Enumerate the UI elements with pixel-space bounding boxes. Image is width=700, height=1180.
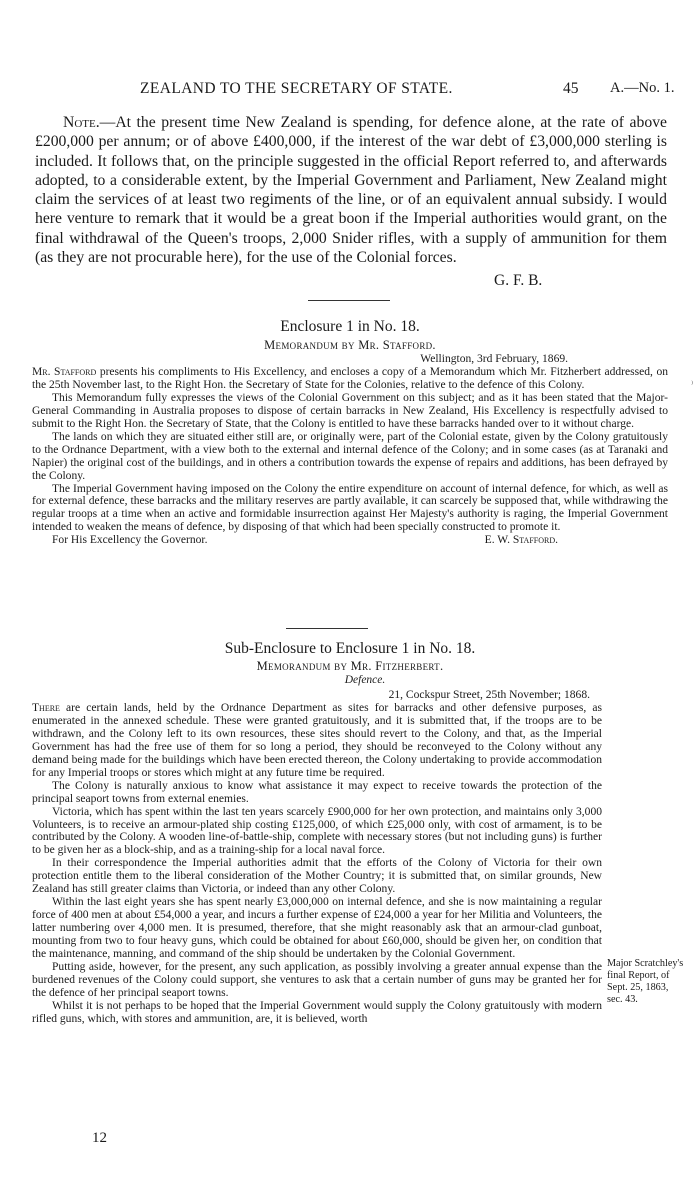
enclosure-signature: E. W. Stafford. <box>484 534 558 547</box>
sub-enclosure-paragraph: Victoria, which has spent within the last ten years scarcely £900,000 for her own protection, and maintains only 3,000 Volunteers, is to receive an armour-plated ship costing £125,000, of which £25,000 only, with cost of armament, is to be contributed by the Colony. A wooden line-of-battle-ship, complete with necessary stores (but not including guns) is further to be given her as a block-ship, and as a training-ship for a local naval force. <box>32 805 602 857</box>
sub-enclosure-paragraph: In their correspondence the Imperial authorities admit that the efforts of the Colony of Victoria for their own protection entitle them to the liberal consideration of the Mother Country; it is submitted that, on similar grounds, New Zealand has still greater claims than Victoria, or indeed than any other Colony. <box>32 857 602 896</box>
sub-enclosure-paragraph: The Colony is naturally anxious to know what assistance it may expect to receive towards the protection of the principal seaport towns from external enemies. <box>32 779 602 805</box>
note-text: —At the present time New Zealand is spending, for defence alone, at the rate of above £200,000 per annum; or of above £400,000, if the interest of the war debt of £3,000,000 sterling is included. It follows that, on the principle suggested in the official Report referred to, and afterwards adopted, to a considerable extent, by the Imperial Government and Parliament, New Zealand might claim the services of at least two regiments of the line, or of an equivalent annual subsidy. I would here venture to remark that it would be a great boon if the Imperial authorities would grant, on the final withdrawal of the Queen's troops, 2,000 Snider rifles, with a supply of ammunition for them (as they are not procurable here), for the use of the Colonial forces. <box>35 114 667 267</box>
enclosure-date: Wellington, 3rd February, 1869. <box>420 353 568 365</box>
margin-note-line: Major Scratchley's <box>607 958 684 969</box>
margin-note-line: Sept. 25, 1863, <box>607 982 669 993</box>
note-lead: Note. <box>63 114 100 131</box>
enclosure-closing: For His Excellency the Governor. <box>52 534 208 547</box>
enclosure-paragraph: The Imperial Government having imposed on the Colony the entire expenditure on account of internal defence, for which, as well as for external defence, these barracks and the military reserves are partly available, it can scarcely be supposed that, while withdrawing the regular troops at a time when an active and formidable insurrection against Her Majesty's authority is raging, the Imperial Government intended to weaken the means of defence, by disposing of that which had been specially constructed to promote it. <box>32 482 668 534</box>
stray-mark: ⁾ <box>691 380 694 390</box>
margin-note-line: sec. 43. <box>607 994 638 1005</box>
folio-number: 12 <box>92 1130 107 1146</box>
enclosure-paragraph: This Memorandum fully expresses the views of the Colonial Government on this subject; and as it has been stated that the Major-General Commanding in Australia proposes to dispose of certain barracks in New Zealand, His Excellency is respectfully advised to submit to the Right Hon. the Secretary of State, that the Colony is entitled to have these barracks handed over to it without charge. <box>32 391 668 430</box>
sub-enclosure-heading: Defence. <box>344 674 386 686</box>
page-number: 45 <box>563 80 579 97</box>
sub-enclosure-date: 21, Cockspur Street, 25th November; 1868. <box>388 689 590 701</box>
running-header <box>0 80 700 104</box>
enclosure-lead: Mr. Stafford <box>32 365 97 378</box>
enclosure-body <box>32 353 668 547</box>
enclosure-title: Enclosure 1 in No. 18. <box>280 318 420 335</box>
sub-enclosure-body <box>32 689 602 1026</box>
sub-enclosure-title: Sub-Enclosure to Enclosure 1 in No. 18. <box>224 640 476 657</box>
paper-reference: A.—No. 1. <box>610 80 675 96</box>
note-paragraph <box>35 113 667 267</box>
enclosure-subtitle: Memorandum by Mr. Stafford. <box>264 338 436 352</box>
sub-enclosure-paragraph: Putting aside, however, for the present, any such application, as possibly involving a greater annual expense than the burdened revenues of the Colony could support, she ventures to ask that a certain number of guns may be granted her for the defence of her principal seaport towns. <box>32 961 602 999</box>
note-signature: G. F. B. <box>494 272 543 289</box>
margin-note <box>607 958 699 1006</box>
divider-rule <box>308 300 390 301</box>
sub-enclosure-paragraph: are certain lands, held by the Ordnance Department as sites for barracks and other defensive purposes, as enumerated in the annexed schedule. These were granted gratuitously, and it is submitted that, if the troops are to be withdrawn, and the Colony left to its own resources, these sites should revert to the Colony, and that, as the Imperial Government has had the free use of them for so long a period, they should be reconveyed to the Colony without any demand being made for the buildings which have been erected thereon, the Colony undertaking to provide accommodation for any Imperial troops or stores which might at any future time be required. <box>32 701 602 779</box>
divider-rule <box>286 628 368 629</box>
sub-enclosure-paragraph: Within the last eight years she has spent nearly £3,000,000 on internal defence, and she is now maintaining a regular force of 400 men at about £54,000 a year, and incurs a further expense of £24,000 a year for her Militia and Volunteers, the latter numbering over 4,000 men. It is presumed, therefore, that she might reasonably ask that an armour-clad gunboat, mounting from two to four heavy guns, which could be obtained for about £60,000, should be given her, on condition that the maintenance, manning, and command of the ship should be undertaken by the Colonial Government. <box>32 896 602 961</box>
sub-enclosure-lead: There <box>32 701 60 714</box>
enclosure-paragraph: The lands on which they are situated either still are, or originally were, part of the Colonial estate, given by the Colony gratuitously to the Ordnance Department, with a view both to the external and internal defence of the Colony; and in some cases (as at Taranaki and Napier) the original cost of the buildings, and in others a contribution towards the expense of repairs and additions, has been defrayed by the Colony. <box>32 430 668 482</box>
header-title: ZEALAND TO THE SECRETARY OF STATE. <box>140 80 453 97</box>
margin-note-line: final Report, of <box>607 970 670 981</box>
enclosure-paragraph: presents his compliments to His Excellency, and encloses a copy of a Memorandum which Mr. Fitzherbert addressed, on the 25th November last, to the Right Hon. the Secretary of State for the Colonies, relative to the defence of this Colony. <box>32 365 668 391</box>
sub-enclosure-subtitle: Memorandum by Mr. Fitzherbert. <box>256 659 444 673</box>
sub-enclosure-paragraph: Whilst it is not perhaps to be hoped that the Imperial Government would supply the Colony gratuitously with modern rifled guns, which, with stores and ammunition, are, it is believed, worth <box>32 999 602 1025</box>
